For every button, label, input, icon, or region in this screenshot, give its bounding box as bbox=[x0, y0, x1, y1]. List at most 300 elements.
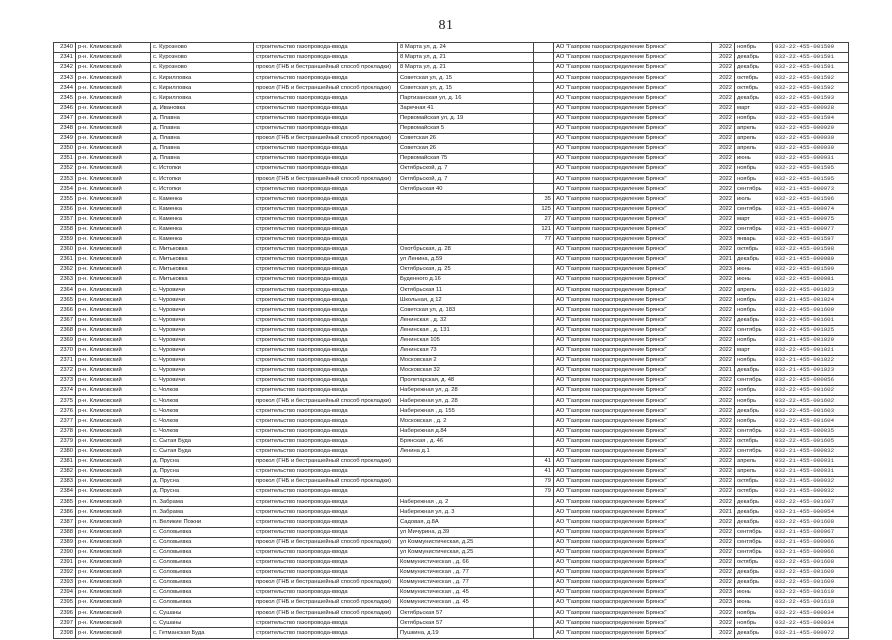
year-cell: 2022 bbox=[712, 456, 735, 466]
row-number-cell: 2381 bbox=[54, 456, 76, 466]
year-cell: 2022 bbox=[712, 43, 735, 53]
company-cell: АО "Газпром газораспределение Брянск" bbox=[554, 577, 712, 587]
address-cell: Октябрьская, д. 25 bbox=[398, 265, 534, 275]
row-number-cell: 2375 bbox=[54, 396, 76, 406]
locality-cell: с. Истопки bbox=[151, 184, 254, 194]
code-cell: 032-22-455-001607 bbox=[773, 497, 849, 507]
company-cell: АО "Газпром газораспределение Брянск" bbox=[554, 174, 712, 184]
month-cell: ноябрь bbox=[735, 305, 773, 315]
month-cell: ноябрь bbox=[735, 396, 773, 406]
house-number-cell bbox=[534, 335, 554, 345]
house-number-cell bbox=[534, 426, 554, 436]
company-cell: АО "Газпром газораспределение Брянск" bbox=[554, 53, 712, 63]
locality-cell: с. Истопки bbox=[151, 174, 254, 184]
work-type-cell: строительство газопровода-ввода bbox=[254, 204, 398, 214]
table-row bbox=[54, 174, 849, 184]
address-cell: Первомайская ул, д. 19 bbox=[398, 113, 534, 123]
work-type-cell: прокол (ГНБ и бестраншейный способ прокладки) bbox=[254, 63, 398, 73]
table-row bbox=[54, 154, 849, 164]
company-cell: АО "Газпром газораспределение Брянск" bbox=[554, 214, 712, 224]
company-cell: АО "Газпром газораспределение Брянск" bbox=[554, 93, 712, 103]
company-cell: АО "Газпром газораспределение Брянск" bbox=[554, 184, 712, 194]
row-number-cell: 2356 bbox=[54, 204, 76, 214]
district-cell: р-н. Климовский bbox=[76, 366, 151, 376]
house-number-cell bbox=[534, 598, 554, 608]
company-cell: АО "Газпром газораспределение Брянск" bbox=[554, 366, 712, 376]
company-cell: АО "Газпром газораспределение Брянск" bbox=[554, 416, 712, 426]
work-type-cell: строительство газопровода-ввода bbox=[254, 567, 398, 577]
code-cell: 032-22-455-001021 bbox=[773, 345, 849, 355]
month-cell: июнь bbox=[735, 598, 773, 608]
district-cell: р-н. Климовский bbox=[76, 154, 151, 164]
address-cell: Буденного д.16 bbox=[398, 275, 534, 285]
code-cell: 032-21-455-001022 bbox=[773, 355, 849, 365]
work-type-cell: строительство газопровода-ввода bbox=[254, 497, 398, 507]
row-number-cell: 2383 bbox=[54, 477, 76, 487]
year-cell: 2022 bbox=[712, 608, 735, 618]
locality-cell: д. Прусна bbox=[151, 487, 254, 497]
table-row bbox=[54, 123, 849, 133]
month-cell: сентябрь bbox=[735, 537, 773, 547]
month-cell: апрель bbox=[735, 123, 773, 133]
house-number-cell bbox=[534, 577, 554, 587]
work-type-cell: строительство газопровода-ввода bbox=[254, 386, 398, 396]
locality-cell: с. Чуровичи bbox=[151, 295, 254, 305]
house-number-cell bbox=[534, 416, 554, 426]
district-cell: р-н. Климовский bbox=[76, 93, 151, 103]
work-type-cell: строительство газопровода-ввода bbox=[254, 254, 398, 264]
house-number-cell: 125 bbox=[534, 204, 554, 214]
table-row bbox=[54, 608, 849, 618]
table-row bbox=[54, 43, 849, 53]
house-number-cell bbox=[534, 244, 554, 254]
address-cell: Октябрьская 11 bbox=[398, 285, 534, 295]
code-cell: 032-21-455-001023 bbox=[773, 366, 849, 376]
house-number-cell bbox=[534, 113, 554, 123]
locality-cell: с. Соловьевка bbox=[151, 577, 254, 587]
district-cell: р-н. Климовский bbox=[76, 335, 151, 345]
locality-cell: с. Соловьевка bbox=[151, 537, 254, 547]
address-cell: Коммунистическая , д. 77 bbox=[398, 567, 534, 577]
address-cell: Московская , д. 2 bbox=[398, 416, 534, 426]
row-number-cell: 2397 bbox=[54, 618, 76, 628]
district-cell: р-н. Климовский bbox=[76, 53, 151, 63]
row-number-cell: 2398 bbox=[54, 628, 76, 638]
locality-cell: с. Чуровичи bbox=[151, 335, 254, 345]
house-number-cell bbox=[534, 396, 554, 406]
year-cell: 2023 bbox=[712, 265, 735, 275]
month-cell: июнь bbox=[735, 265, 773, 275]
table-row bbox=[54, 103, 849, 113]
house-number-cell bbox=[534, 567, 554, 577]
row-number-cell: 2355 bbox=[54, 194, 76, 204]
district-cell: р-н. Климовский bbox=[76, 426, 151, 436]
row-number-cell: 2368 bbox=[54, 325, 76, 335]
district-cell: р-н. Климовский bbox=[76, 497, 151, 507]
address-cell bbox=[398, 466, 534, 476]
locality-cell: д. Плавна bbox=[151, 143, 254, 153]
locality-cell: с. Митьковка bbox=[151, 265, 254, 275]
company-cell: АО "Газпром газораспределение Брянск" bbox=[554, 244, 712, 254]
code-cell: 032-22-455-001591 bbox=[773, 63, 849, 73]
address-cell: Ленина д.1 bbox=[398, 446, 534, 456]
locality-cell: с. Чолков bbox=[151, 386, 254, 396]
work-type-cell: прокол (ГНБ и бестраншейный способ прокладки) bbox=[254, 608, 398, 618]
locality-cell: с. Чуровичи bbox=[151, 315, 254, 325]
locality-cell: с. Кирилловка bbox=[151, 83, 254, 93]
month-cell: апрель bbox=[735, 285, 773, 295]
district-cell: р-н. Климовский bbox=[76, 73, 151, 83]
year-cell: 2021 bbox=[712, 507, 735, 517]
month-cell: март bbox=[735, 345, 773, 355]
address-cell: Коммунистическая , д. 45 bbox=[398, 598, 534, 608]
code-cell: 032-21-455-001024 bbox=[773, 295, 849, 305]
work-type-cell: строительство газопровода-ввода bbox=[254, 265, 398, 275]
month-cell: ноябрь bbox=[735, 174, 773, 184]
table-row bbox=[54, 184, 849, 194]
house-number-cell bbox=[534, 325, 554, 335]
table-row bbox=[54, 406, 849, 416]
year-cell: 2022 bbox=[712, 143, 735, 153]
company-cell: АО "Газпром газораспределение Брянск" bbox=[554, 335, 712, 345]
row-number-cell: 2340 bbox=[54, 43, 76, 53]
district-cell: р-н. Климовский bbox=[76, 143, 151, 153]
address-cell: Советская 26 bbox=[398, 133, 534, 143]
table-row bbox=[54, 254, 849, 264]
locality-cell: с. Соловьевка bbox=[151, 567, 254, 577]
year-cell: 2022 bbox=[712, 305, 735, 315]
house-number-cell bbox=[534, 355, 554, 365]
table-row bbox=[54, 567, 849, 577]
locality-cell: с. Сушаны bbox=[151, 608, 254, 618]
address-cell: 8 Марта ул, д. 21 bbox=[398, 53, 534, 63]
month-cell: ноябрь bbox=[735, 386, 773, 396]
row-number-cell: 2353 bbox=[54, 174, 76, 184]
table-row bbox=[54, 315, 849, 325]
house-number-cell bbox=[534, 557, 554, 567]
house-number-cell: 79 bbox=[534, 487, 554, 497]
district-cell: р-н. Климовский bbox=[76, 315, 151, 325]
work-type-cell: строительство газопровода-ввода bbox=[254, 73, 398, 83]
district-cell: р-н. Климовский bbox=[76, 103, 151, 113]
work-type-cell: строительство газопровода-ввода bbox=[254, 588, 398, 598]
month-cell: апрель bbox=[735, 456, 773, 466]
address-cell: Заречная 41 bbox=[398, 103, 534, 113]
address-cell: Ленинская , д. 131 bbox=[398, 325, 534, 335]
code-cell: 032-22-455-000930 bbox=[773, 143, 849, 153]
registry-rows bbox=[54, 43, 849, 639]
locality-cell: с. Чуровичи bbox=[151, 355, 254, 365]
work-type-cell: строительство газопровода-ввода bbox=[254, 366, 398, 376]
month-cell: ноябрь bbox=[735, 335, 773, 345]
month-cell: октябрь bbox=[735, 244, 773, 254]
row-number-cell: 2391 bbox=[54, 557, 76, 567]
locality-cell: с. Чуровичи bbox=[151, 376, 254, 386]
company-cell: АО "Газпром газораспределение Брянск" bbox=[554, 446, 712, 456]
table-row bbox=[54, 456, 849, 466]
locality-cell: с. Соловьевка bbox=[151, 598, 254, 608]
company-cell: АО "Газпром газораспределение Брянск" bbox=[554, 628, 712, 638]
company-cell: АО "Газпром газораспределение Брянск" bbox=[554, 497, 712, 507]
company-cell: АО "Газпром газораспределение Брянск" bbox=[554, 618, 712, 628]
table-row bbox=[54, 628, 849, 638]
row-number-cell: 2388 bbox=[54, 527, 76, 537]
page-number: 81 bbox=[438, 18, 454, 33]
row-number-cell: 2344 bbox=[54, 83, 76, 93]
address-cell: Советская ул, д. 15 bbox=[398, 73, 534, 83]
year-cell: 2022 bbox=[712, 497, 735, 507]
month-cell: ноябрь bbox=[735, 416, 773, 426]
code-cell: 032-22-455-000034 bbox=[773, 608, 849, 618]
company-cell: АО "Газпром газораспределение Брянск" bbox=[554, 557, 712, 567]
code-cell: 032-22-455-001603 bbox=[773, 406, 849, 416]
work-type-cell: строительство газопровода-ввода bbox=[254, 547, 398, 557]
company-cell: АО "Газпром газораспределение Брянск" bbox=[554, 113, 712, 123]
month-cell: июнь bbox=[735, 275, 773, 285]
house-number-cell bbox=[534, 133, 554, 143]
address-cell: Коммунистическая , д. 66 bbox=[398, 557, 534, 567]
company-cell: АО "Газпром газораспределение Брянск" bbox=[554, 547, 712, 557]
table-row bbox=[54, 113, 849, 123]
month-cell: июнь bbox=[735, 154, 773, 164]
month-cell: октябрь bbox=[735, 487, 773, 497]
locality-cell: с. Чолков bbox=[151, 426, 254, 436]
company-cell: АО "Газпром газораспределение Брянск" bbox=[554, 265, 712, 275]
company-cell: АО "Газпром газораспределение Брянск" bbox=[554, 537, 712, 547]
row-number-cell: 2342 bbox=[54, 63, 76, 73]
locality-cell: д. Плавна bbox=[151, 113, 254, 123]
work-type-cell: прокол (ГНБ и бестраншейный способ прокладки) bbox=[254, 477, 398, 487]
locality-cell: с. Соловьевка bbox=[151, 588, 254, 598]
row-number-cell: 2395 bbox=[54, 598, 76, 608]
table-row bbox=[54, 446, 849, 456]
month-cell: сентябрь bbox=[735, 325, 773, 335]
code-cell: 032-21-455-000967 bbox=[773, 527, 849, 537]
month-cell: декабрь bbox=[735, 567, 773, 577]
house-number-cell bbox=[534, 345, 554, 355]
address-cell: Первомайская 5 bbox=[398, 123, 534, 133]
year-cell: 2022 bbox=[712, 396, 735, 406]
house-number-cell bbox=[534, 376, 554, 386]
year-cell: 2022 bbox=[712, 487, 735, 497]
district-cell: р-н. Климовский bbox=[76, 265, 151, 275]
district-cell: р-н. Климовский bbox=[76, 547, 151, 557]
row-number-cell: 2346 bbox=[54, 103, 76, 113]
district-cell: р-н. Климовский bbox=[76, 194, 151, 204]
district-cell: р-н. Климовский bbox=[76, 133, 151, 143]
locality-cell: с. Каменка bbox=[151, 234, 254, 244]
row-number-cell: 2362 bbox=[54, 265, 76, 275]
code-cell: 032-22-455-000928 bbox=[773, 103, 849, 113]
year-cell: 2022 bbox=[712, 164, 735, 174]
address-cell: Коммунистическая , д. 77 bbox=[398, 577, 534, 587]
code-cell: 032-22-455-001595 bbox=[773, 174, 849, 184]
month-cell: ноябрь bbox=[735, 295, 773, 305]
address-cell bbox=[398, 234, 534, 244]
code-cell: 032-21-455-001020 bbox=[773, 335, 849, 345]
code-cell: 032-22-455-001592 bbox=[773, 83, 849, 93]
row-number-cell: 2358 bbox=[54, 224, 76, 234]
year-cell: 2022 bbox=[712, 557, 735, 567]
table-row bbox=[54, 557, 849, 567]
locality-cell: с. Чуровичи bbox=[151, 285, 254, 295]
company-cell: АО "Газпром газораспределение Брянск" bbox=[554, 436, 712, 446]
district-cell: р-н. Климовский bbox=[76, 386, 151, 396]
month-cell: декабрь bbox=[735, 315, 773, 325]
company-cell: АО "Газпром газораспределение Брянск" bbox=[554, 507, 712, 517]
year-cell: 2022 bbox=[712, 53, 735, 63]
house-number-cell bbox=[534, 315, 554, 325]
work-type-cell: строительство газопровода-ввода bbox=[254, 507, 398, 517]
table-row bbox=[54, 265, 849, 275]
locality-cell: с. Чуровичи bbox=[151, 345, 254, 355]
work-type-cell: строительство газопровода-ввода bbox=[254, 295, 398, 305]
house-number-cell bbox=[534, 507, 554, 517]
address-cell: Советская ул, д. 15 bbox=[398, 83, 534, 93]
table-row bbox=[54, 224, 849, 234]
district-cell: р-н. Климовский bbox=[76, 436, 151, 446]
house-number-cell bbox=[534, 547, 554, 557]
district-cell: р-н. Климовский bbox=[76, 527, 151, 537]
month-cell: ноябрь bbox=[735, 618, 773, 628]
month-cell: декабрь bbox=[735, 507, 773, 517]
company-cell: АО "Газпром газораспределение Брянск" bbox=[554, 133, 712, 143]
month-cell: сентябрь bbox=[735, 204, 773, 214]
table-row bbox=[54, 295, 849, 305]
year-cell: 2022 bbox=[712, 355, 735, 365]
month-cell: март bbox=[735, 103, 773, 113]
work-type-cell: строительство газопровода-ввода bbox=[254, 628, 398, 638]
address-cell: Набережная , д. 2 bbox=[398, 497, 534, 507]
company-cell: АО "Газпром газораспределение Брянск" bbox=[554, 315, 712, 325]
district-cell: р-н. Климовский bbox=[76, 376, 151, 386]
month-cell: сентябрь bbox=[735, 426, 773, 436]
month-cell: сентябрь bbox=[735, 376, 773, 386]
row-number-cell: 2341 bbox=[54, 53, 76, 63]
locality-cell: с. Гетманская Буда bbox=[151, 628, 254, 638]
work-type-cell: прокол (ГНБ и бестраншейный способ прокладки) bbox=[254, 174, 398, 184]
locality-cell: с. Сытая Буда bbox=[151, 446, 254, 456]
locality-cell: с. Сытая Буда bbox=[151, 436, 254, 446]
month-cell: октябрь bbox=[735, 557, 773, 567]
month-cell: октябрь bbox=[735, 436, 773, 446]
row-number-cell: 2380 bbox=[54, 446, 76, 456]
year-cell: 2022 bbox=[712, 133, 735, 143]
code-cell: 032-21-455-000966 bbox=[773, 547, 849, 557]
code-cell: 032-21-455-000980 bbox=[773, 254, 849, 264]
row-number-cell: 2394 bbox=[54, 588, 76, 598]
locality-cell: с. Каменка bbox=[151, 194, 254, 204]
row-number-cell: 2348 bbox=[54, 123, 76, 133]
house-number-cell bbox=[534, 588, 554, 598]
row-number-cell: 2379 bbox=[54, 436, 76, 446]
house-number-cell bbox=[534, 93, 554, 103]
month-cell: сентябрь bbox=[735, 184, 773, 194]
district-cell: р-н. Климовский bbox=[76, 507, 151, 517]
address-cell: Садовая, д.8А bbox=[398, 517, 534, 527]
code-cell: 032-22-455-000056 bbox=[773, 376, 849, 386]
address-cell: Октябрьская 57 bbox=[398, 618, 534, 628]
row-number-cell: 2377 bbox=[54, 416, 76, 426]
work-type-cell: строительство газопровода-ввода bbox=[254, 618, 398, 628]
house-number-cell bbox=[534, 53, 554, 63]
month-cell: сентябрь bbox=[735, 527, 773, 537]
district-cell: р-н. Климовский bbox=[76, 588, 151, 598]
registry-table bbox=[53, 42, 849, 639]
code-cell: 032-22-455-001601 bbox=[773, 315, 849, 325]
code-cell: 032-21-455-000975 bbox=[773, 214, 849, 224]
code-cell: 032-22-455-001605 bbox=[773, 436, 849, 446]
work-type-cell: строительство газопровода-ввода bbox=[254, 43, 398, 53]
month-cell: октябрь bbox=[735, 83, 773, 93]
locality-cell: с. Курозново bbox=[151, 53, 254, 63]
row-number-cell: 2357 bbox=[54, 214, 76, 224]
year-cell: 2023 bbox=[712, 588, 735, 598]
address-cell: Московская 2 bbox=[398, 355, 534, 365]
work-type-cell: строительство газопровода-ввода bbox=[254, 123, 398, 133]
work-type-cell: строительство газопровода-ввода bbox=[254, 214, 398, 224]
company-cell: АО "Газпром газораспределение Брянск" bbox=[554, 345, 712, 355]
company-cell: АО "Газпром газораспределение Брянск" bbox=[554, 426, 712, 436]
district-cell: р-н. Климовский bbox=[76, 63, 151, 73]
year-cell: 2022 bbox=[712, 123, 735, 133]
table-row bbox=[54, 275, 849, 285]
house-number-cell bbox=[534, 123, 554, 133]
locality-cell: п. Великие Пожни bbox=[151, 517, 254, 527]
house-number-cell: 79 bbox=[534, 477, 554, 487]
address-cell: Набережная ул, д. 3 bbox=[398, 507, 534, 517]
house-number-cell bbox=[534, 73, 554, 83]
address-cell: Ленинская , д. 32 bbox=[398, 315, 534, 325]
year-cell: 2022 bbox=[712, 547, 735, 557]
work-type-cell: строительство газопровода-ввода bbox=[254, 335, 398, 345]
work-type-cell: строительство газопровода-ввода bbox=[254, 466, 398, 476]
house-number-cell bbox=[534, 154, 554, 164]
code-cell: 032-22-455-001608 bbox=[773, 517, 849, 527]
work-type-cell: строительство газопровода-ввода bbox=[254, 93, 398, 103]
company-cell: АО "Газпром газораспределение Брянск" bbox=[554, 83, 712, 93]
code-cell: 032-22-455-001602 bbox=[773, 396, 849, 406]
row-number-cell: 2370 bbox=[54, 345, 76, 355]
company-cell: АО "Газпром газораспределение Брянск" bbox=[554, 254, 712, 264]
table-row bbox=[54, 335, 849, 345]
locality-cell: с. Соловьевка bbox=[151, 557, 254, 567]
district-cell: р-н. Климовский bbox=[76, 174, 151, 184]
year-cell: 2022 bbox=[712, 567, 735, 577]
month-cell: ноябрь bbox=[735, 164, 773, 174]
row-number-cell: 2349 bbox=[54, 133, 76, 143]
month-cell: ноябрь bbox=[735, 113, 773, 123]
row-number-cell: 2352 bbox=[54, 164, 76, 174]
row-number-cell: 2360 bbox=[54, 244, 76, 254]
row-number-cell: 2366 bbox=[54, 305, 76, 315]
table-row bbox=[54, 416, 849, 426]
district-cell: р-н. Климовский bbox=[76, 224, 151, 234]
code-cell: 032-22-455-001594 bbox=[773, 113, 849, 123]
locality-cell: с. Каменка bbox=[151, 224, 254, 234]
year-cell: 2022 bbox=[712, 537, 735, 547]
company-cell: АО "Газпром газораспределение Брянск" bbox=[554, 285, 712, 295]
address-cell: Охотбрьская, д. 28 bbox=[398, 244, 534, 254]
row-number-cell: 2364 bbox=[54, 285, 76, 295]
month-cell: апрель bbox=[735, 466, 773, 476]
locality-cell: с. Чолков bbox=[151, 406, 254, 416]
year-cell: 2022 bbox=[712, 295, 735, 305]
month-cell: январь bbox=[735, 234, 773, 244]
locality-cell: с. Кирилловка bbox=[151, 93, 254, 103]
year-cell: 2022 bbox=[712, 618, 735, 628]
table-row bbox=[54, 305, 849, 315]
